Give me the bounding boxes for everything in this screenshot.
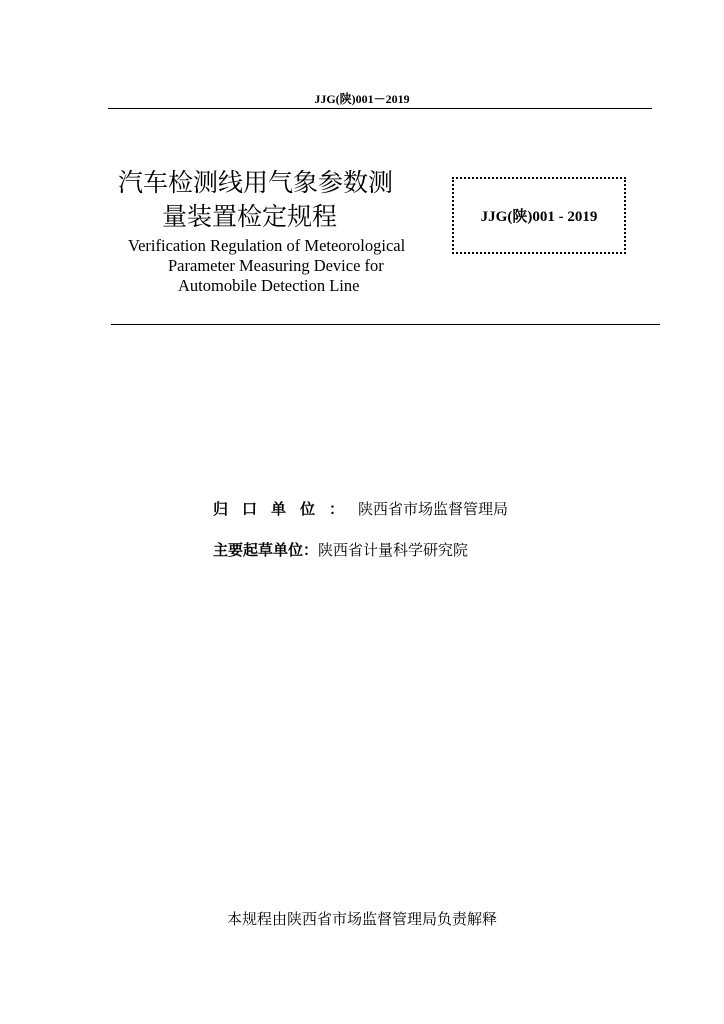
title-chinese bbox=[118, 166, 428, 234]
owner-row bbox=[213, 498, 508, 519]
title-chinese-line2: 量装置检定规程 bbox=[162, 202, 338, 231]
title-english-line3: Automobile Detection Line bbox=[178, 276, 360, 295]
title-english bbox=[128, 236, 405, 296]
standard-code-box bbox=[452, 177, 626, 254]
owner-value: 陕西省市场监督管理局 bbox=[358, 500, 509, 518]
standard-code: JJG(陕)001 - 2019 bbox=[480, 209, 598, 225]
title-chinese-line1: 汽车检测线用气象参数测 bbox=[118, 168, 394, 197]
title-english-line1: Verification Regulation of Meteorological bbox=[128, 236, 406, 255]
top-rule bbox=[108, 108, 652, 109]
title-english-line2: Parameter Measuring Device for bbox=[168, 256, 384, 275]
owner-label: 归口单位： bbox=[213, 500, 359, 518]
header-code: JJG(陕)001－2019 bbox=[314, 92, 410, 106]
drafter-label: 主要起草单位： bbox=[213, 541, 319, 559]
drafter-value: 陕西省计量科学研究院 bbox=[318, 541, 469, 559]
middle-rule bbox=[111, 324, 660, 325]
footer-note: 本规程由陕西省市场监督管理局负责解释 bbox=[226, 910, 497, 928]
drafter-row bbox=[213, 539, 468, 560]
